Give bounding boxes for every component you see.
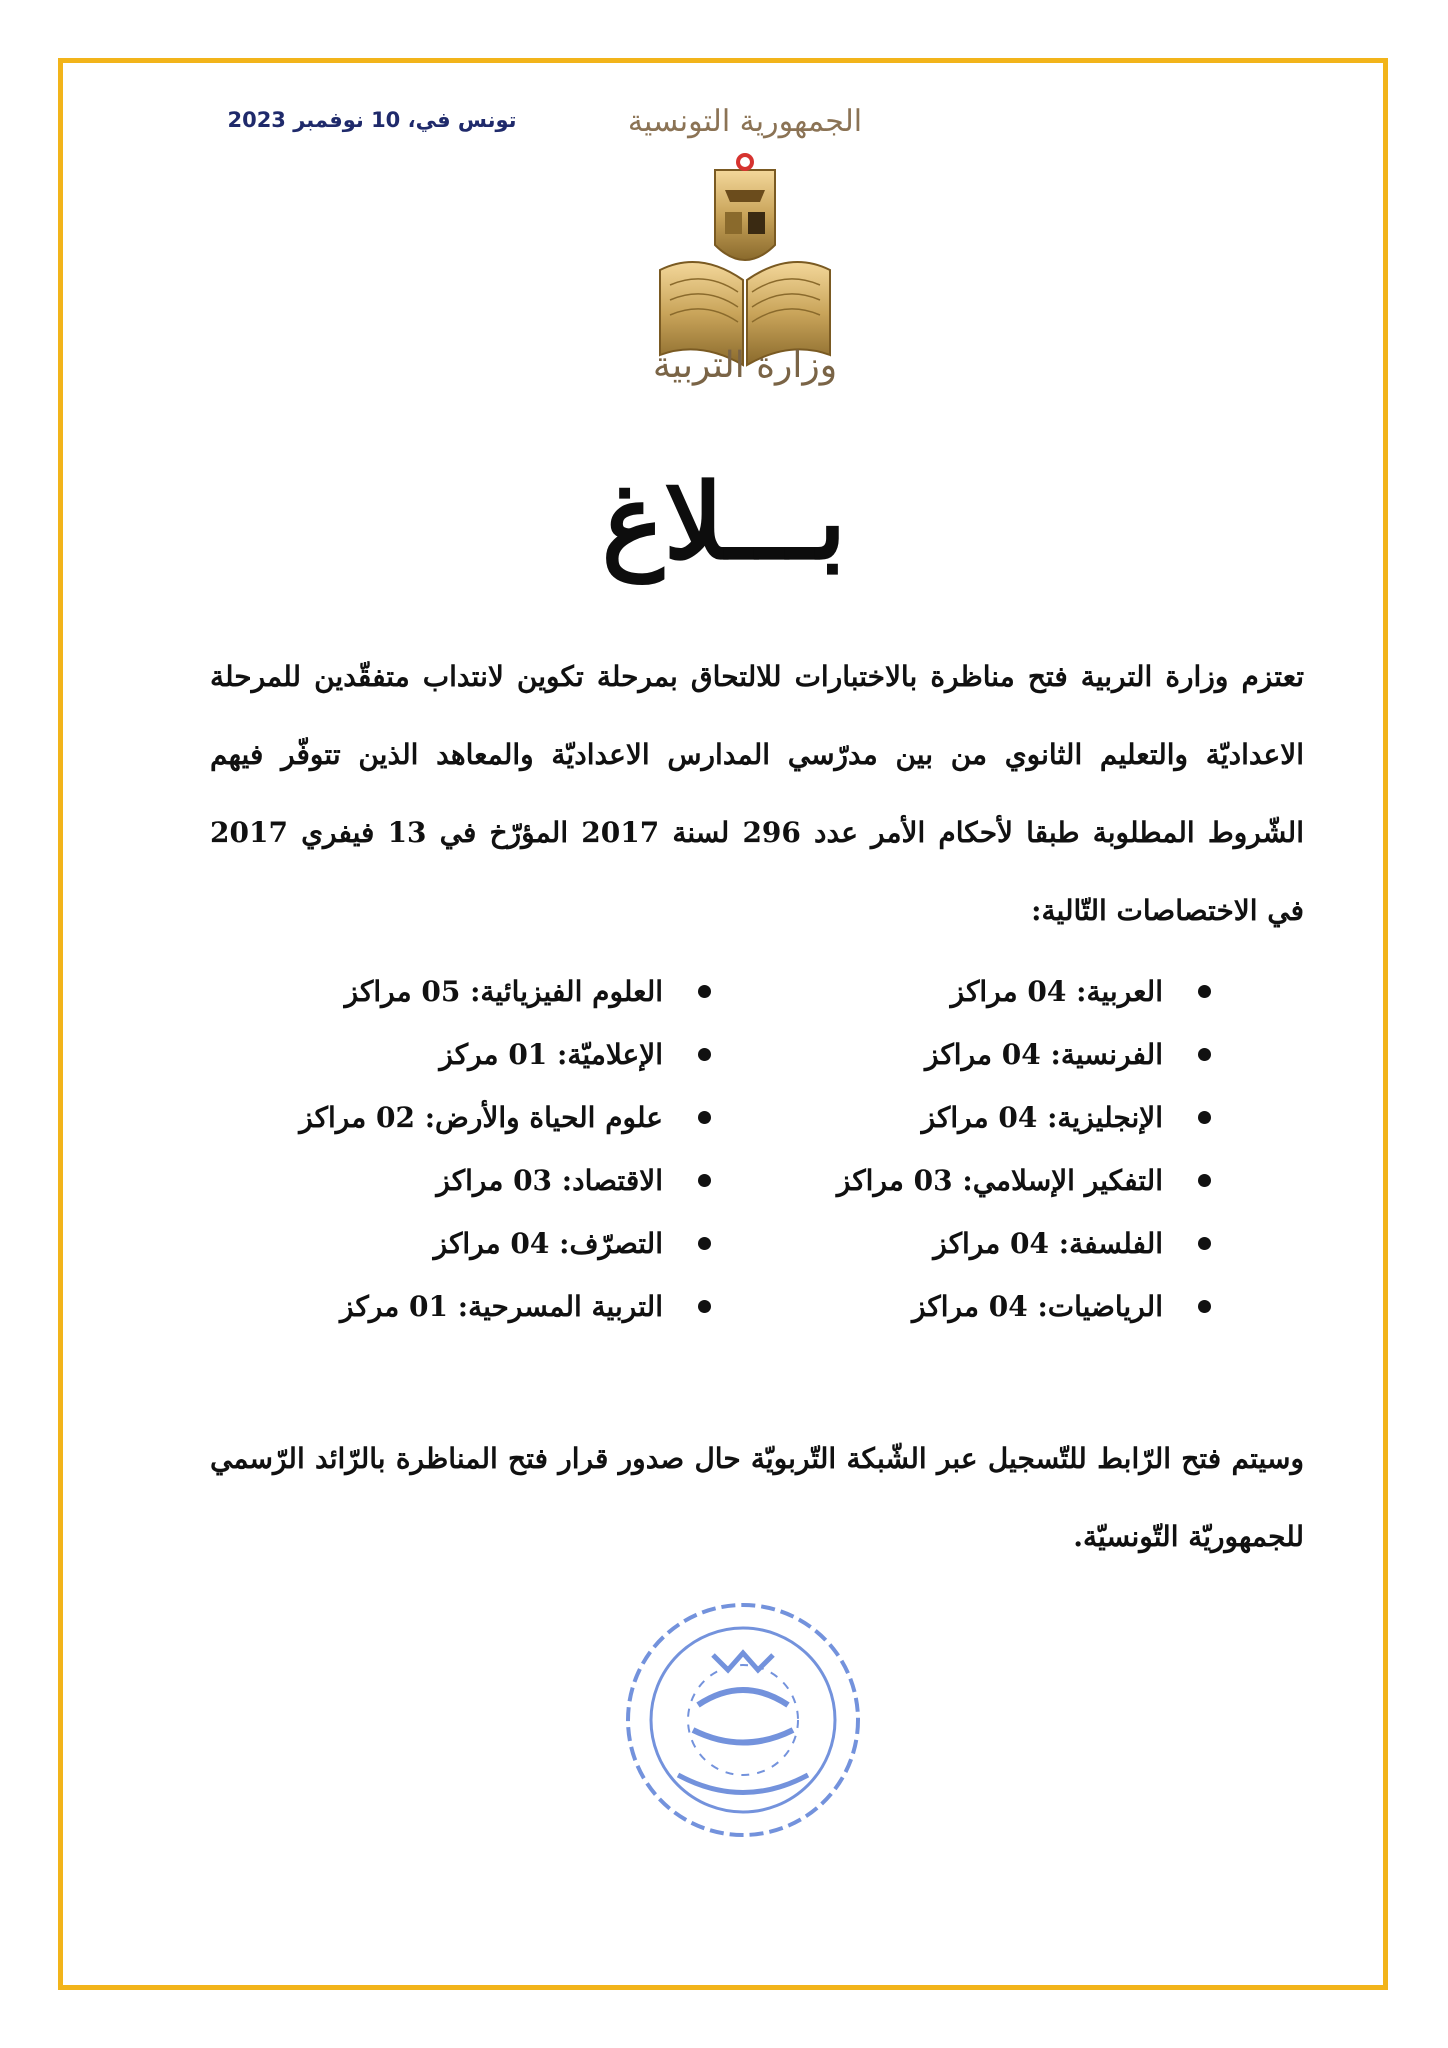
official-stamp-icon — [618, 1595, 868, 1845]
bullet-icon — [1198, 1111, 1211, 1124]
list-item: الرياضيات: 04 مراكز — [783, 1275, 1223, 1338]
list-item: الاقتصاد: 03 مراكز — [233, 1149, 723, 1212]
list-item: الفلسفة: 04 مراكز — [783, 1212, 1223, 1275]
republic-name: الجمهورية التونسية — [627, 104, 863, 139]
bullet-icon — [1198, 985, 1211, 998]
bullet-icon — [698, 985, 711, 998]
bullet-icon — [1198, 1300, 1211, 1313]
ministry-name: وزارة التربية — [652, 345, 838, 386]
bullet-icon — [698, 1111, 711, 1124]
bullet-icon — [698, 1174, 711, 1187]
list-item: العلوم الفيزيائية: 05 مراكز — [233, 960, 723, 1023]
bullet-icon — [698, 1048, 711, 1061]
bullet-icon — [1198, 1237, 1211, 1250]
list-item: الإعلاميّة: 01 مركز — [233, 1023, 723, 1086]
specialties-list-right — [783, 960, 1223, 1338]
bullet-icon — [698, 1237, 711, 1250]
list-item: التفكير الإسلامي: 03 مراكز — [783, 1149, 1223, 1212]
specialties-list-left — [233, 960, 723, 1338]
document-date: تونس في، 10 نوفمبر 2023 — [227, 108, 517, 132]
list-item: التصرّف: 04 مراكز — [233, 1212, 723, 1275]
bullet-icon — [1198, 1174, 1211, 1187]
bullet-icon — [1198, 1048, 1211, 1061]
closing-paragraph: وسيتم فتح الرّابط للتّسجيل عبر الشّبكة التّربويّة حال صدور قرار فتح المناظرة بالرّائد الرّسمي للجمهوريّة التّونسيّة. — [210, 1442, 1304, 1553]
announcement-title: بـــلاغ — [601, 460, 847, 583]
list-item: علوم الحياة والأرض: 02 مراكز — [233, 1086, 723, 1149]
announcement-body: تعتزم وزارة التربية فتح مناظرة بالاختبارات للالتحاق بمرحلة تكوين لانتداب متفقّدين للمرحلة الاعداديّة والتعليم الثانوي من بين مدرّسي المدارس الاعداديّة والمعاهد الذين تتوفّر فيهم الشّروط المطلوبة طبقا لأحكام الأمر عدد 296 لسنة 2017 المؤرّخ في 13 فيفري 2017 في الاختصاصات التّالية: — [210, 660, 1304, 927]
list-item: الفرنسية: 04 مراكز — [783, 1023, 1223, 1086]
list-item: الإنجليزية: 04 مراكز — [783, 1086, 1223, 1149]
bullet-icon — [698, 1300, 711, 1313]
list-item: التربية المسرحية: 01 مركز — [233, 1275, 723, 1338]
list-item: العربية: 04 مراكز — [783, 960, 1223, 1023]
